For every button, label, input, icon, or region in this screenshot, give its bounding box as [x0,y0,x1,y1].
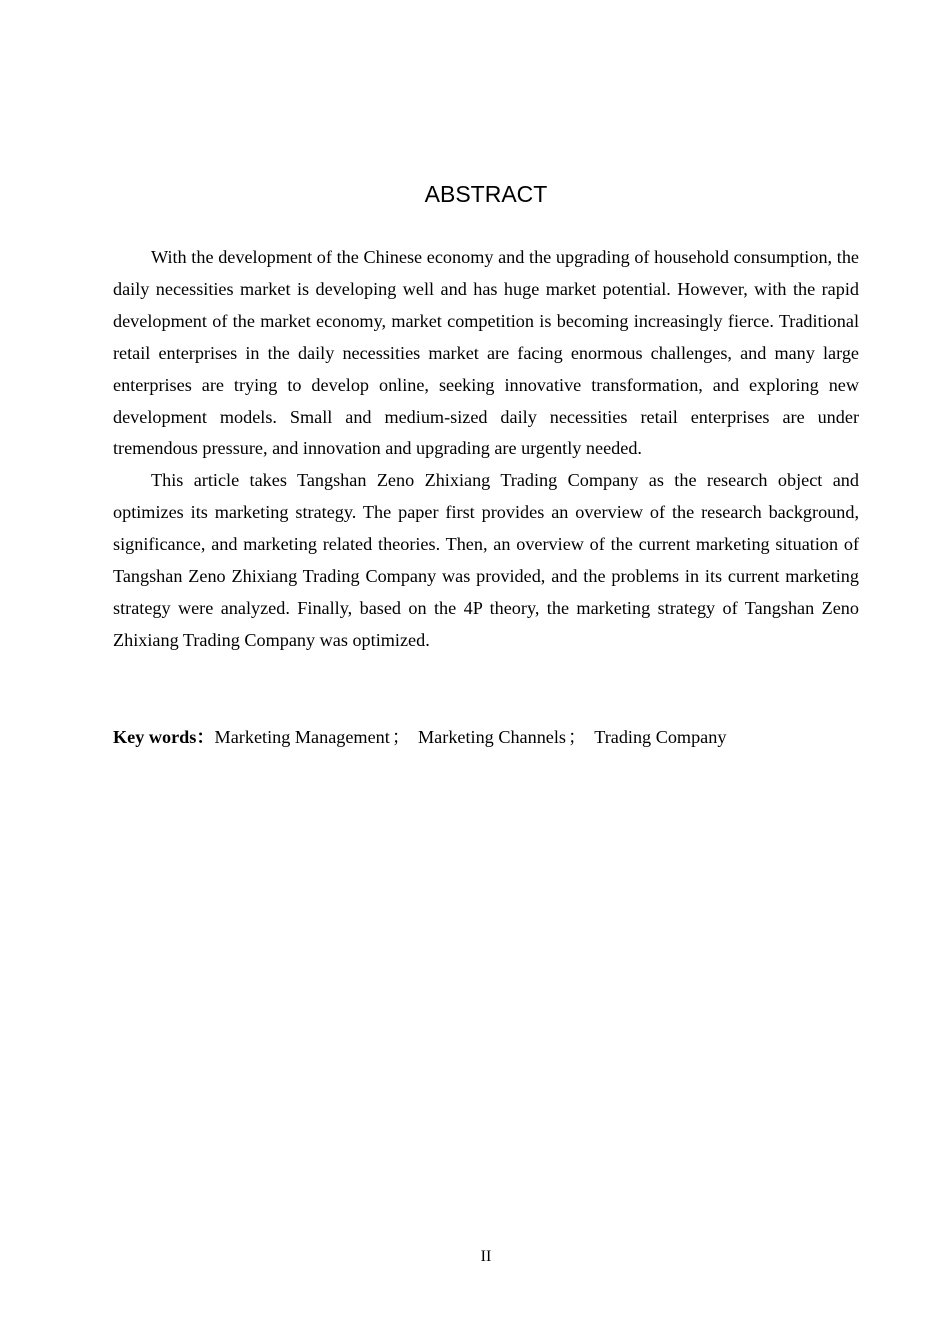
keyword-item: Trading Company [594,727,727,747]
abstract-body [113,242,859,657]
keyword-separator: ； [568,727,587,747]
abstract-paragraph-2: This article takes Tangshan Zeno Zhixiang Trading Company as the research object and optimizes its marketing strategy. The paper first provides an overview of the research background, significance, and marketing related theories. Then, an overview of the current marketing situation of Tangshan Zeno Zhixiang Trading Company was provided, and the problems in its current marketing strategy were analyzed. Finally, based on the 4P theory, the marketing strategy of Tangshan Zeno Zhixiang Trading Company was optimized. [113,470,859,650]
keyword-item: Marketing Channels [418,727,567,747]
keyword-separator: ； [391,727,411,747]
keyword-item: Marketing Management [214,727,390,747]
abstract-paragraph-1: With the development of the Chinese economy and the upgrading of household consumption, the daily necessities market is developing well and has huge market potential. However, with the rapid development of the market economy, market competition is becoming increasingly fierce. Traditional retail enterprises in the daily necessities market are facing enormous challenges, and many large enterprises are trying to develop online, seeking innovative transformation, and exploring new development models. Small and medium-sized daily necessities retail enterprises are under tremendous pressure, and innovation and upgrading are urgently needed. [113,247,859,459]
abstract-title: ABSTRACT [424,181,548,207]
keywords-line [113,721,859,753]
page-number: II [480,1248,492,1265]
keywords-label: Key words： [113,727,215,747]
